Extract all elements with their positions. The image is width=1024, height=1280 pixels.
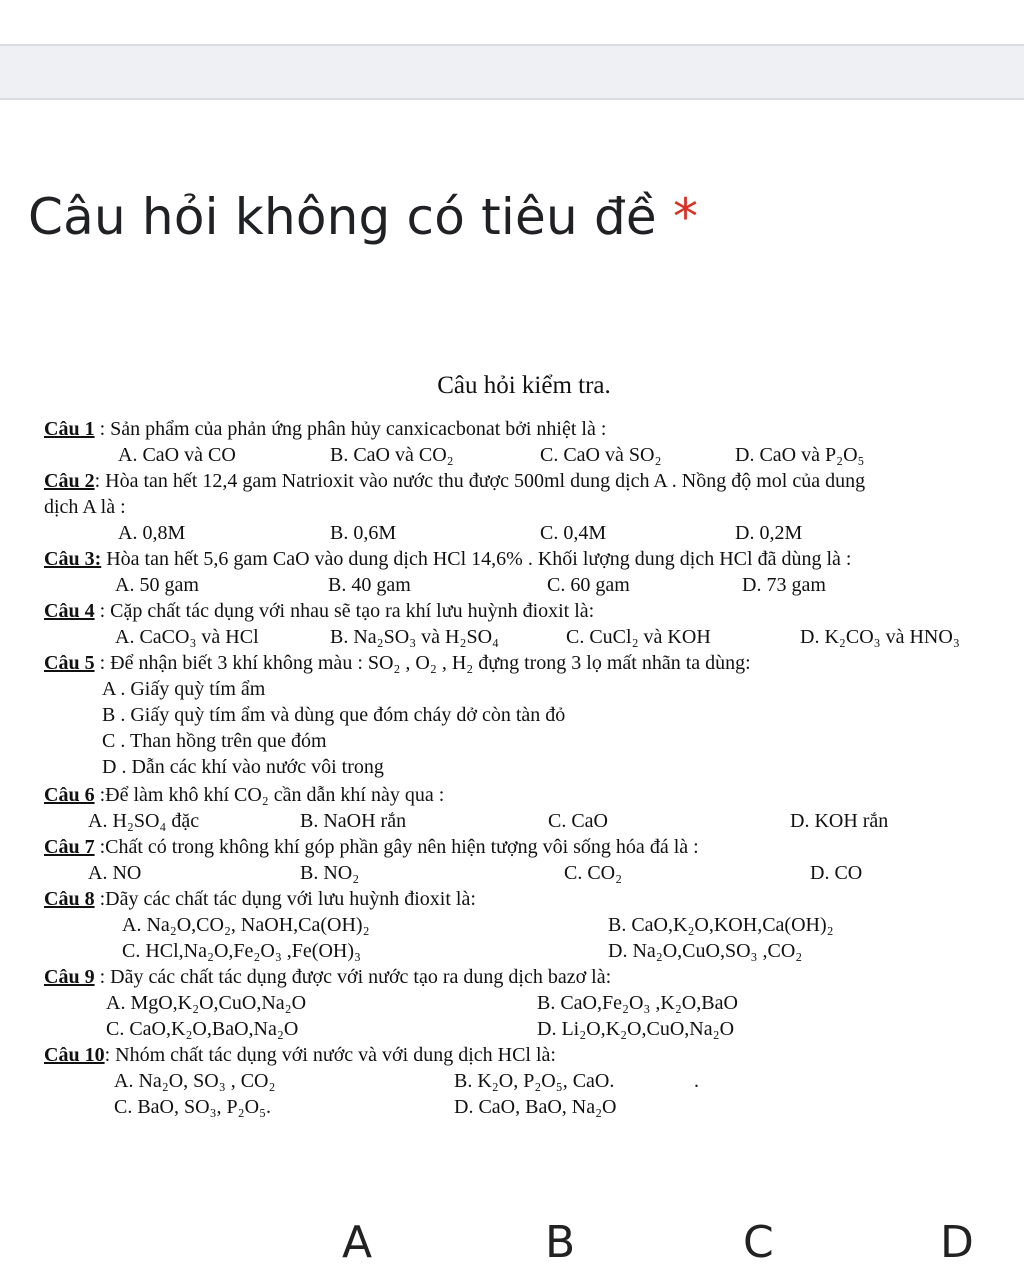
document-title: Câu hỏi kiểm tra. [437,372,611,399]
option: D. CaO và P₂O₅ [735,444,865,466]
question-label: Câu 7 [44,836,95,858]
option: B. K₂O, P₂O₅, CaO. [454,1070,615,1092]
option: C. 0,4M [540,522,607,544]
top-header-bar [0,44,1024,100]
question-title-text: Câu hỏi không có tiêu đề [28,188,657,246]
question-label: Câu 1 [44,418,95,440]
option: A. NO [88,862,142,884]
question-title [28,188,698,246]
option: D . Dẫn các khí vào nước vôi trong [102,756,384,778]
question-label: Câu 10 [44,1044,105,1066]
option: A . Giấy quỳ tím ẩm [102,678,266,700]
option: C. CaO,K₂O,BaO,Na₂O [106,1018,299,1040]
question-3 [44,547,851,571]
option: D. Li₂O,K₂O,CuO,Na₂O [537,1018,735,1040]
option: B. CaO và CO₂ [330,444,454,466]
question-prompt: : Nhóm chất tác dụng với nước và với dung dịch HCl là: [104,1044,556,1066]
question-label: Câu 9 [44,966,95,988]
question-1 [44,417,606,441]
question-8 [44,887,476,911]
option: B. Na₂SO₃ và H₂SO₄ [330,626,500,648]
option: C. CaO và SO₂ [540,444,662,466]
option: D. KOH rắn [790,810,889,832]
question-prompt: : Sản phẩm của phản ứng phân hủy canxicacbonat bởi nhiệt là : [94,418,607,440]
question-2 [44,469,865,493]
option: A. H₂SO₄ đặc [88,810,200,832]
option: C. HCl,Na₂O,Fe₂O₃ ,Fe(OH)₃ [122,940,361,962]
option: C . Than hồng trên que đóm [102,730,327,752]
question-label: Câu 5 [44,652,95,674]
option: D. CaO, BaO, Na₂O [454,1096,617,1118]
option: B. NO₂ [300,862,360,884]
option: B. CaO,K₂O,KOH,Ca(OH)₂ [608,914,834,936]
option: D. 0,2M [735,522,803,544]
option: A. MgO,K₂O,CuO,Na₂O [106,992,307,1014]
question-prompt: :Chất có trong không khí góp phần gây nên hiện tượng vôi sống hóa đá là : [94,836,699,858]
option: D. Na₂O,CuO,SO₃ ,CO₂ [608,940,803,962]
question-6 [44,783,444,807]
option: A. Na₂O, SO₃ , CO₂ [114,1070,276,1092]
option: A. Na₂O,CO₂, NaOH,Ca(OH)₂ [122,914,370,936]
answer-choice-a[interactable]: A [342,1217,373,1268]
option: C. CaO [548,810,608,832]
answer-choice-c[interactable]: C [743,1217,774,1268]
option: A. CaCO₃ và HCl [115,626,259,648]
question-10 [44,1043,556,1067]
question-9 [44,965,611,989]
question-prompt-continued: dịch A là : [44,496,126,518]
option: B. CaO,Fe₂O₃ ,K₂O,BaO [537,992,738,1014]
question-label: Câu 6 [44,784,95,806]
answer-choice-d[interactable]: D [940,1217,974,1268]
option: B . Giấy quỳ tím ẩm và dùng que đóm cháy dở còn tàn đỏ [102,704,566,726]
question-prompt: : Cặp chất tác dụng với nhau sẽ tạo ra khí lưu huỳnh đioxit là: [94,600,595,622]
question-label: Câu 2 [44,470,95,492]
answer-choice-b[interactable]: B [545,1217,576,1268]
option: A. 50 gam [115,574,199,596]
option: B. 40 gam [328,574,411,596]
option: A. CaO và CO [118,444,236,466]
option: D. 73 gam [742,574,826,596]
question-label: Câu 8 [44,888,95,910]
option: D. CO [810,862,863,884]
question-label: Câu 4 [44,600,95,622]
question-prompt: : Để nhận biết 3 khí không màu : SO₂ , O₂ , H₂ đựng trong 3 lọ mất nhãn ta dùng: [94,652,751,674]
option: B. 0,6M [330,522,397,544]
question-4 [44,599,594,623]
option: C. 60 gam [547,574,630,596]
option: C. CO₂ [564,862,623,884]
question-prompt: :Dãy các chất tác dụng với lưu huỳnh đioxit là: [94,888,476,910]
option: D. K₂CO₃ và HNO₃ [800,626,960,648]
question-prompt: :Để làm khô khí CO₂ cần dẫn khí này qua : [94,784,445,806]
question-7 [44,835,699,859]
option: A. 0,8M [118,522,186,544]
question-prompt: Hòa tan hết 5,6 gam CaO vào dung dịch HCl 14,6% . Khối lượng dung dịch HCl đã dùng là : [101,548,852,570]
question-label: Câu 3: [44,548,102,570]
option: C. BaO, SO₃, P₂O₅. [114,1096,272,1118]
question-prompt: : Dãy các chất tác dụng được với nước tạo ra dung dịch bazơ là: [94,966,612,988]
stray-mark: . [694,1070,699,1092]
option: C. CuCl₂ và KOH [566,626,711,648]
question-5 [44,651,751,675]
question-prompt: : Hòa tan hết 12,4 gam Natrioxit vào nước thu được 500ml dung dịch A . Nồng độ mol của dung [94,470,866,492]
required-asterisk: * [672,188,699,246]
option: B. NaOH rắn [300,810,407,832]
